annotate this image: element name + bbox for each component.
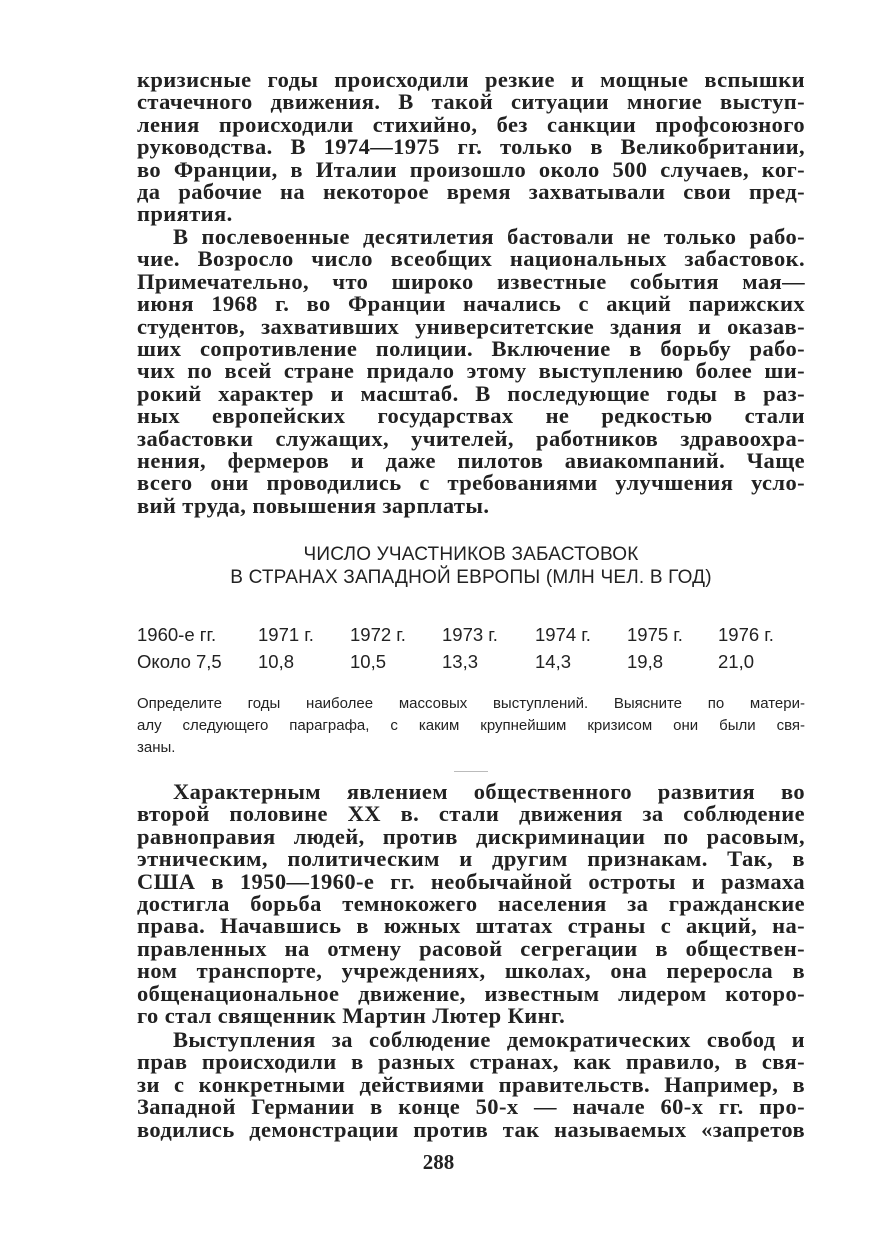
year-cell: 1974 г. (535, 624, 591, 645)
text-line: да рабочие на некоторое время захватывали свои пред- (137, 180, 805, 204)
question-line: Определите годы наиболее массовых выступлений. Выясните по матери- (137, 695, 805, 712)
text-line: вий труда, повышения зарплаты. (137, 493, 490, 518)
text-line: этническим, политическим и другим признакам. Так, в (137, 847, 805, 872)
text-line: ных европейских государствах не редкостью стали (137, 404, 805, 429)
text-line: Выступления за соблюдение демократических свобод и (173, 1028, 805, 1052)
text-line: ших сопротивление полиции. Включение в борьбу рабо- (137, 337, 805, 361)
text-line: всего они проводились с требованиями улучшения усло- (137, 471, 805, 496)
value-cell: 14,3 (535, 651, 572, 672)
value-cell: 10,8 (258, 651, 295, 672)
value-cell: Около 7,5 (137, 651, 222, 672)
text-line: приятия. (137, 202, 233, 227)
value-cell: 21,0 (718, 651, 755, 672)
text-line: ления происходили стихийно, без санкции профсоюзного (137, 112, 805, 137)
text-line: чих по всей стране придало этому выступлению более ши- (137, 359, 805, 384)
text-line: зи с конкретными действиями правительств. Например, в (137, 1072, 805, 1097)
year-cell: 1972 г. (350, 624, 406, 645)
text-line: студентов, захвативших университетские здания и оказав- (137, 314, 805, 339)
text-line: достигла борьба темнокожего населения за гражданские (137, 892, 805, 916)
text-line: забастовки служащих, учителей, работников здравоохра- (137, 426, 805, 451)
year-cell: 1960-е гг. (137, 624, 217, 645)
text-line: США в 1950—1960-е гг. необычайной остроты и размаха (137, 869, 805, 894)
value-cell: 10,5 (350, 651, 387, 672)
year-cell: 1976 г. (718, 624, 774, 645)
text-line: права. Начавшись в южных штатах страны с акций, на- (137, 914, 805, 939)
value-cell: 13,3 (442, 651, 479, 672)
text-line: второй половине XX в. стали движения за соблюдение (137, 802, 805, 827)
text-line: ном транспорте, учреждениях, школах, она переросла в (137, 959, 805, 984)
text-line: июня 1968 г. во Франции начались с акций парижских (137, 292, 805, 317)
text-line: правленных на отмену расовой сегрегации в обществен- (137, 936, 805, 961)
text-line: рокий характер и масштаб. В последующие годы в раз- (137, 381, 805, 406)
question-line: алу следующего параграфа, с каким крупнейшим кризисом они были свя- (137, 717, 805, 734)
text-line: стачечного движения. В такой ситуации многие выступ- (137, 90, 805, 115)
year-cell: 1975 г. (627, 624, 683, 645)
text-line: Примечательно, что широко известные события мая— (137, 269, 805, 294)
text-line: общенациональное движение, известным лидером которо- (137, 981, 805, 1006)
year-cell: 1971 г. (258, 624, 314, 645)
text-line: Характерным явлением общественного развития во (173, 780, 805, 804)
table-title-line: В СТРАНАХ ЗАПАДНОЙ ЕВРОПЫ (МЛН ЧЕЛ. В ГОД) (230, 567, 712, 588)
table-title-line: ЧИСЛО УЧАСТНИКОВ ЗАБАСТОВОК (303, 544, 639, 565)
year-cell: 1973 г. (442, 624, 498, 645)
text-line: руководства. В 1974—1975 гг. только в Великобритании, (137, 135, 805, 160)
text-line: кризисные годы происходили резкие и мощные вспышки (137, 68, 805, 92)
text-line: равноправия людей, против дискриминации по расовым, (137, 824, 805, 849)
value-cell: 19,8 (627, 651, 664, 672)
question-line: заны. (137, 739, 176, 756)
text-line: чие. Возросло число всеобщих национальных забастовок. (137, 247, 805, 272)
text-line: го стал священник Мартин Лютер Кинг. (137, 1004, 566, 1028)
text-line: Западной Германии в конце 50-х — начале 60-х гг. про- (137, 1095, 805, 1120)
text-line: нения, фермеров и даже пилотов авиакомпаний. Чаще (137, 449, 805, 473)
text-line: во Франции, в Италии произошло около 500 случаев, ког- (137, 157, 805, 182)
text-line: водились демонстрации против так называемых «запретов (137, 1117, 805, 1142)
text-line: В послевоенные десятилетия бастовали не только рабо- (173, 225, 805, 249)
text-line: прав происходили в разных странах, как правило, в свя- (137, 1050, 805, 1075)
page-number: 288 (422, 1150, 455, 1174)
separator-mark (454, 771, 488, 772)
